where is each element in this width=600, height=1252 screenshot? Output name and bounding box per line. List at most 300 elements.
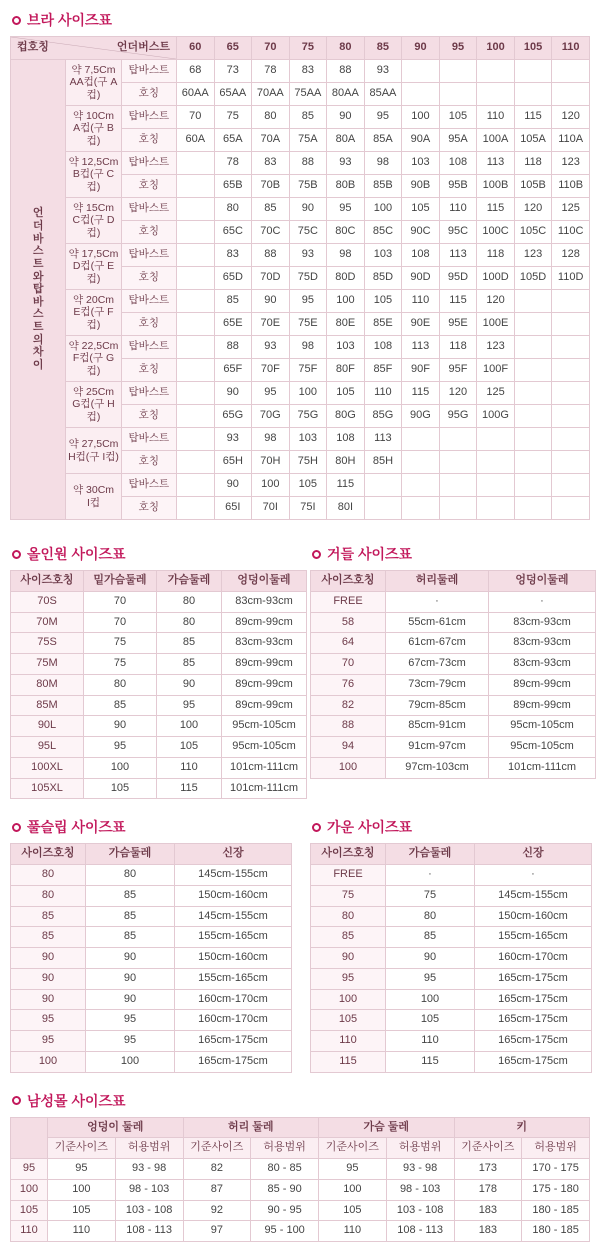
topbust-value: 88 [214, 336, 252, 359]
topbust-value: 90 [252, 290, 290, 313]
size-name-cell: 105XL [11, 778, 84, 799]
hoching-value [402, 497, 440, 520]
fullslip-gown-row [0, 807, 600, 1080]
size-name-cell: 90 [11, 968, 86, 989]
topbust-value: 95 [252, 382, 290, 405]
topbust-value [552, 382, 590, 405]
topbust-value [402, 60, 440, 83]
hoching-value: 80F [327, 359, 365, 382]
table-row [11, 198, 590, 221]
size-name-cell: 94 [311, 737, 386, 758]
sub-header: 허용범위 [251, 1138, 319, 1159]
girdle-column [300, 534, 600, 807]
size-name-cell: FREE [311, 865, 386, 886]
table-row [11, 1117, 590, 1138]
topbust-value: 85 [252, 198, 290, 221]
allinone-size-table [10, 570, 307, 799]
hoching-value: 65AA [214, 83, 252, 106]
table-row [11, 1179, 590, 1200]
topbust-value: 100 [289, 382, 327, 405]
table-cell: 91cm-97cm [386, 737, 489, 758]
table-cell: 80 [386, 906, 475, 927]
size-name-cell: 100 [11, 1051, 86, 1072]
hoching-value: 70C [252, 221, 290, 244]
hoching-value: 65G [214, 405, 252, 428]
size-name-cell: 85M [11, 695, 84, 716]
topbust-value [477, 60, 515, 83]
topbust-value: 108 [439, 152, 477, 175]
topbust-value [177, 152, 215, 175]
table-cell: 105 [48, 1200, 116, 1221]
table-cell: 155cm-165cm [175, 968, 292, 989]
table-cell: 97cm-103cm [386, 757, 489, 778]
table-row [311, 695, 596, 716]
topbust-value: 83 [252, 152, 290, 175]
topbust-value: 78 [214, 152, 252, 175]
topbust-value: 95 [289, 290, 327, 313]
size-name-cell: 80M [11, 674, 84, 695]
table-row [11, 474, 590, 497]
table-cell: 70 [84, 591, 157, 612]
topbust-value [552, 474, 590, 497]
gown-column [300, 807, 600, 1080]
table-cell: 108 - 113 [115, 1221, 183, 1242]
hoching-value: 90C [402, 221, 440, 244]
cup-label-cell: 약 25Cm G컵(구 H컵) [66, 382, 121, 428]
cup-label-cell: 약 12,5Cm B컵(구 C컵) [66, 152, 121, 198]
measure-label-topbust: 탑바스트 [121, 244, 176, 267]
table-cell: 110 [157, 757, 222, 778]
topbust-value: 113 [402, 336, 440, 359]
size-name-cell: 70 [311, 654, 386, 675]
cup-label-cell: 약 27,5Cm H컵(구 I컵) [66, 428, 121, 474]
table-cell: 80 [86, 865, 175, 886]
topbust-value: 70 [177, 106, 215, 129]
topbust-value [552, 336, 590, 359]
table-cell: 95cm-105cm [222, 737, 307, 758]
size-name-cell: 100 [311, 757, 386, 778]
topbust-value: 78 [252, 60, 290, 83]
hoching-value: 95D [439, 267, 477, 290]
table-row [311, 674, 596, 695]
column-header: 허리둘레 [386, 571, 489, 592]
table-cell: 98 - 103 [386, 1179, 454, 1200]
table-cell: 165cm-175cm [175, 1051, 292, 1072]
hoching-value: 70AA [252, 83, 290, 106]
size-name-cell: 85 [11, 927, 86, 948]
hoching-value [514, 497, 552, 520]
table-cell: · [386, 591, 489, 612]
sub-header: 허용범위 [522, 1138, 590, 1159]
table-cell: 100 [319, 1179, 387, 1200]
table-cell: 83cm-93cm [489, 633, 596, 654]
table-row [11, 382, 590, 405]
hoching-value: 85D [364, 267, 402, 290]
hoching-value: 70A [252, 129, 290, 152]
column-header: 가슴둘레 [157, 571, 222, 592]
bra-table-wrap [0, 36, 600, 526]
table-cell: 85 [86, 885, 175, 906]
hoching-value: 65I [214, 497, 252, 520]
measure-label-topbust: 탑바스트 [121, 290, 176, 313]
measure-label-hoching: 호칭 [121, 313, 176, 336]
bullet-icon [12, 16, 21, 25]
hoching-value: 100F [477, 359, 515, 382]
table-cell: 100 [84, 757, 157, 778]
topbust-value [514, 428, 552, 451]
hoching-value: 95E [439, 313, 477, 336]
table-row [11, 244, 590, 267]
size-name-cell: 100XL [11, 757, 84, 778]
hoching-value: 75AA [289, 83, 327, 106]
topbust-value: 110 [477, 106, 515, 129]
table-cell: 180 - 185 [522, 1200, 590, 1221]
table-cell: 100 [48, 1179, 116, 1200]
allinone-column [0, 534, 300, 807]
bra-size-table [10, 36, 590, 520]
table-cell: 155cm-165cm [175, 927, 292, 948]
hoching-value: 75C [289, 221, 327, 244]
hoching-value: 65H [214, 451, 252, 474]
table-row [11, 37, 590, 60]
topbust-value: 100 [252, 474, 290, 497]
table-cell: 85 [386, 927, 475, 948]
topbust-value: 123 [552, 152, 590, 175]
measure-label-hoching: 호칭 [121, 405, 176, 428]
hoching-value: 80C [327, 221, 365, 244]
topbust-value [514, 60, 552, 83]
table-cell: 108 - 113 [386, 1221, 454, 1242]
table-cell: 145cm-155cm [175, 906, 292, 927]
table-row [11, 591, 307, 612]
table-row [11, 1138, 590, 1159]
table-row [11, 844, 292, 865]
table-cell: 90 - 95 [251, 1200, 319, 1221]
bullet-icon [12, 1096, 21, 1105]
topbust-value [439, 60, 477, 83]
hoching-value [552, 405, 590, 428]
table-row [11, 674, 307, 695]
table-cell: 95 [86, 1010, 175, 1031]
topbust-value: 68 [177, 60, 215, 83]
men-table-wrap [0, 1117, 600, 1252]
topbust-value [514, 290, 552, 313]
size-name-cell: 82 [311, 695, 386, 716]
table-row [11, 885, 292, 906]
table-cell: 90 [86, 968, 175, 989]
topbust-value [514, 382, 552, 405]
size-name-cell: 75M [11, 654, 84, 675]
table-cell: 160cm-170cm [475, 948, 592, 969]
table-cell: 115 [157, 778, 222, 799]
table-cell: 75 [386, 885, 475, 906]
table-cell: 173 [454, 1159, 522, 1180]
size-name-cell: 70S [11, 591, 84, 612]
table-cell: 165cm-175cm [475, 1010, 592, 1031]
table-cell: 82 [183, 1159, 251, 1180]
table-cell: 165cm-175cm [475, 1031, 592, 1052]
hoching-value: 85H [364, 451, 402, 474]
hoching-value: 60A [177, 129, 215, 152]
hoching-value: 100D [477, 267, 515, 290]
table-row [11, 757, 307, 778]
table-cell: 145cm-155cm [175, 865, 292, 886]
table-row [311, 1031, 592, 1052]
table-cell: 95 [86, 1031, 175, 1052]
hoching-value: 90D [402, 267, 440, 290]
table-row [11, 1010, 292, 1031]
hoching-value: 110D [552, 267, 590, 290]
size-name-cell: 70M [11, 612, 84, 633]
group-header: 허리 둘레 [183, 1117, 319, 1138]
topbust-value: 120 [477, 290, 515, 313]
cup-label-cell: 약 17,5Cm D컵(구 E컵) [66, 244, 121, 290]
topbust-value: 120 [552, 106, 590, 129]
topbust-value: 100 [364, 198, 402, 221]
topbust-value: 103 [327, 336, 365, 359]
table-cell: 150cm-160cm [175, 948, 292, 969]
topbust-value: 110 [364, 382, 402, 405]
size-name-cell: 110 [311, 1031, 386, 1052]
measure-label-topbust: 탑바스트 [121, 152, 176, 175]
table-cell: 89cm-99cm [222, 695, 307, 716]
topbust-value: 118 [514, 152, 552, 175]
hoching-value: 70E [252, 313, 290, 336]
column-header: 엉덩이둘레 [222, 571, 307, 592]
topbust-value: 118 [439, 336, 477, 359]
topbust-value: 105 [364, 290, 402, 313]
table-cell: 80 [157, 591, 222, 612]
table-cell: · [489, 591, 596, 612]
measure-label-topbust: 탑바스트 [121, 336, 176, 359]
table-cell: 90 [86, 989, 175, 1010]
section-label-bra: 브라 사이즈표 [27, 10, 112, 30]
table-row [311, 989, 592, 1010]
size-name-cell: 90 [311, 948, 386, 969]
table-row [11, 716, 307, 737]
topbust-value: 108 [327, 428, 365, 451]
table-cell: 80 [157, 612, 222, 633]
table-row [311, 968, 592, 989]
topbust-value [364, 474, 402, 497]
under-size-header: 110 [552, 37, 590, 60]
size-name-cell: 80 [11, 865, 86, 886]
size-name-cell: 110 [11, 1221, 48, 1242]
size-name-cell: 95L [11, 737, 84, 758]
table-cell: 165cm-175cm [475, 1051, 592, 1072]
topbust-value [477, 428, 515, 451]
hoching-value [177, 267, 215, 290]
topbust-value: 80 [214, 198, 252, 221]
section-title-fullslip [0, 807, 300, 843]
topbust-value: 95 [364, 106, 402, 129]
table-cell: 103 - 108 [115, 1200, 183, 1221]
column-header: 엉덩이둘레 [489, 571, 596, 592]
cup-label-cell: 약 15Cm C컵(구 D컵) [66, 198, 121, 244]
size-name-cell: 100 [311, 989, 386, 1010]
sub-header: 기준사이즈 [454, 1138, 522, 1159]
hoching-value [552, 497, 590, 520]
topbust-value [402, 428, 440, 451]
hoching-value [177, 313, 215, 336]
table-cell: 97 [183, 1221, 251, 1242]
hoching-value: 75G [289, 405, 327, 428]
topbust-value: 95 [327, 198, 365, 221]
column-header: 사이즈호칭 [311, 571, 386, 592]
table-cell: 95 [157, 695, 222, 716]
table-cell: 92 [183, 1200, 251, 1221]
table-cell: 165cm-175cm [475, 989, 592, 1010]
table-row [11, 906, 292, 927]
hoching-value: 75A [289, 129, 327, 152]
section-title-men [0, 1081, 600, 1117]
topbust-value: 100 [327, 290, 365, 313]
section-label-girdle: 거들 사이즈표 [327, 544, 412, 564]
table-cell: 83cm-93cm [489, 654, 596, 675]
topbust-value: 113 [364, 428, 402, 451]
table-cell: 80 [84, 674, 157, 695]
column-header: 사이즈호칭 [11, 571, 84, 592]
table-cell: 80 - 85 [251, 1159, 319, 1180]
hoching-value [177, 405, 215, 428]
sub-header: 기준사이즈 [48, 1138, 116, 1159]
topbust-value: 98 [364, 152, 402, 175]
table-row [311, 737, 596, 758]
topbust-value: 115 [327, 474, 365, 497]
table-cell: 95 - 100 [251, 1221, 319, 1242]
fullslip-size-table [10, 843, 292, 1072]
topbust-value: 115 [439, 290, 477, 313]
table-cell: 73cm-79cm [386, 674, 489, 695]
table-row [11, 336, 590, 359]
topbust-value: 105 [439, 106, 477, 129]
topbust-value [552, 428, 590, 451]
table-row [11, 695, 307, 716]
hoching-value [477, 497, 515, 520]
hoching-value: 105D [514, 267, 552, 290]
topbust-value: 125 [477, 382, 515, 405]
vertical-axis-label: 언 더 바 스 트 와 탑 바 스 트 의 차 이 [11, 60, 66, 520]
table-row [11, 865, 292, 886]
topbust-value: 125 [552, 198, 590, 221]
topbust-value: 85 [289, 106, 327, 129]
corner-cell [11, 1117, 48, 1159]
topbust-value: 88 [252, 244, 290, 267]
hoching-value: 85B [364, 175, 402, 198]
hoching-value: 70H [252, 451, 290, 474]
hoching-value: 90B [402, 175, 440, 198]
column-header: 밑가슴둘레 [84, 571, 157, 592]
size-name-cell: 95 [11, 1031, 86, 1052]
hoching-value [552, 451, 590, 474]
hoching-value: 80AA [327, 83, 365, 106]
table-cell: 89cm-99cm [222, 612, 307, 633]
table-cell: 83cm-93cm [222, 591, 307, 612]
hoching-value [177, 497, 215, 520]
measure-label-topbust: 탑바스트 [121, 198, 176, 221]
cup-label-cell: 약 22,5Cm F컵(구 G컵) [66, 336, 121, 382]
table-cell: · [475, 865, 592, 886]
measure-label-topbust: 탑바스트 [121, 428, 176, 451]
table-cell: 95 [386, 968, 475, 989]
table-cell: 93 - 98 [115, 1159, 183, 1180]
hoching-value: 85C [364, 221, 402, 244]
section-title-girdle [300, 534, 600, 570]
hoching-value: 70B [252, 175, 290, 198]
under-size-header: 105 [514, 37, 552, 60]
table-cell: · [386, 865, 475, 886]
table-cell: 100 [157, 716, 222, 737]
hoching-value: 100B [477, 175, 515, 198]
table-cell: 110 [386, 1031, 475, 1052]
topbust-value [514, 336, 552, 359]
topbust-value: 98 [289, 336, 327, 359]
size-name-cell: 100 [11, 1179, 48, 1200]
section-label-fullslip: 풀슬립 사이즈표 [27, 817, 126, 837]
under-size-header: 65 [214, 37, 252, 60]
men-size-table [10, 1117, 590, 1243]
table-cell: 165cm-175cm [175, 1031, 292, 1052]
topbust-value: 115 [514, 106, 552, 129]
table-row [11, 633, 307, 654]
hoching-value [514, 83, 552, 106]
hoching-value: 85F [364, 359, 402, 382]
hoching-value: 95A [439, 129, 477, 152]
size-name-cell: 105 [11, 1200, 48, 1221]
topbust-value: 123 [514, 244, 552, 267]
table-row [311, 865, 592, 886]
hoching-value: 105A [514, 129, 552, 152]
column-header: 신장 [175, 844, 292, 865]
table-row [311, 757, 596, 778]
topbust-value: 93 [289, 244, 327, 267]
table-row [311, 591, 596, 612]
hoching-value: 75B [289, 175, 327, 198]
hoching-value: 80G [327, 405, 365, 428]
table-row [311, 633, 596, 654]
group-header: 엉덩이 둘레 [48, 1117, 184, 1138]
topbust-value [552, 60, 590, 83]
group-header: 키 [454, 1117, 590, 1138]
table-cell: 150cm-160cm [475, 906, 592, 927]
sub-header: 기준사이즈 [183, 1138, 251, 1159]
size-name-cell: 90 [11, 948, 86, 969]
table-row [11, 737, 307, 758]
hoching-value: 100A [477, 129, 515, 152]
under-size-header: 60 [177, 37, 215, 60]
hoching-value: 75E [289, 313, 327, 336]
table-cell: 95 [84, 737, 157, 758]
topbust-value: 103 [364, 244, 402, 267]
topbust-value: 85 [214, 290, 252, 313]
table-row [311, 948, 592, 969]
hoching-value: 65F [214, 359, 252, 382]
topbust-value: 110 [402, 290, 440, 313]
topbust-value: 105 [402, 198, 440, 221]
table-row [11, 1031, 292, 1052]
topbust-value: 115 [402, 382, 440, 405]
hoching-value: 90A [402, 129, 440, 152]
hoching-value: 110C [552, 221, 590, 244]
hoching-value [402, 451, 440, 474]
bullet-icon [12, 823, 21, 832]
cup-label-cell: 약 10Cm A컵(구 B컵) [66, 106, 121, 152]
hoching-value: 100C [477, 221, 515, 244]
measure-label-hoching: 호칭 [121, 129, 176, 152]
table-cell: 101cm-111cm [489, 757, 596, 778]
topbust-value [514, 474, 552, 497]
measure-label-hoching: 호칭 [121, 83, 176, 106]
